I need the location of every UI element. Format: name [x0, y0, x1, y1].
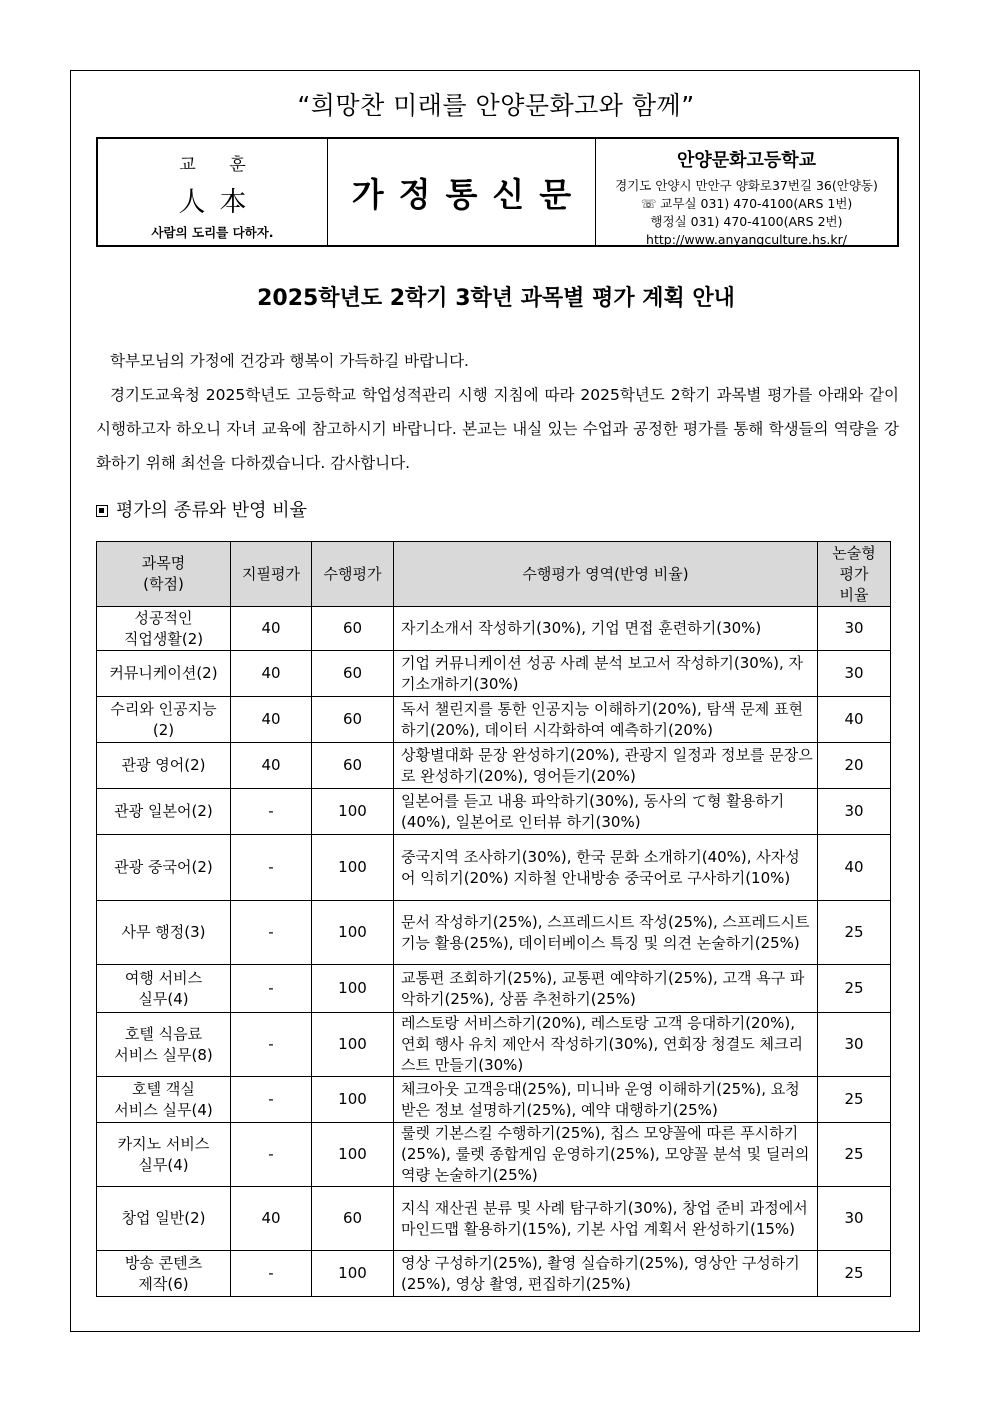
header-subject [97, 542, 231, 607]
cell-performance: 60 [312, 607, 394, 651]
school-website[interactable]: http://www.anyangculture.hs.kr/ [646, 232, 847, 247]
cell-essay: 25 [818, 901, 891, 965]
banner-text: 가정통신문 [351, 174, 587, 214]
table-row [97, 1077, 891, 1123]
cell-area: 중국지역 조사하기(30%), 한국 문화 소개하기(40%), 사자성어 익히기(20%) 지하철 안내방송 중국어로 구사하기(10%) [394, 835, 818, 901]
cell-written: 40 [231, 651, 312, 697]
phone-office: ☏ 교무실 031) 470-4100(ARS 1번) [640, 196, 853, 211]
cell-essay: 30 [818, 789, 891, 835]
school-info [596, 139, 897, 245]
cell-area: 체크아웃 고객응대(25%), 미니바 운영 이해하기(25%), 요청받은 정보 설명하기(25%), 예약 대행하기(25%) [394, 1077, 818, 1123]
header-area: 수행평가 영역(반영 비율) [394, 542, 818, 607]
cell-written: - [231, 1251, 312, 1297]
cell-subject: 관광 영어(2) [97, 743, 231, 789]
cell-subject: 수리와 인공지능 (2) [97, 697, 231, 743]
cell-performance: 60 [312, 697, 394, 743]
header-subject-text: 과목명 (학점) [141, 554, 186, 593]
table-row [97, 965, 891, 1013]
cell-essay: 25 [818, 1077, 891, 1123]
cell-performance: 100 [312, 1251, 394, 1297]
cell-written: 40 [231, 697, 312, 743]
intro-paragraph-1: 학부모님의 가정에 건강과 행복이 가득하길 바랍니다. [110, 352, 469, 370]
cell-subject: 창업 일반(2) [97, 1187, 231, 1251]
header-essay [818, 542, 891, 607]
evaluation-table [96, 541, 891, 1297]
cell-subject: 관광 중국어(2) [97, 835, 231, 901]
cell-subject: 방송 콘텐츠 제작(6) [97, 1251, 231, 1297]
cell-essay: 25 [818, 965, 891, 1013]
table-row [97, 789, 891, 835]
slogan: “희망찬 미래를 안양문화고와 함께” [297, 91, 695, 120]
table-row [97, 607, 891, 651]
cell-written: - [231, 835, 312, 901]
section-title: 평가의 종류와 반영 비율 [116, 500, 308, 521]
document-title: 2025학년도 2학기 3학년 과목별 평가 계획 안내 [257, 286, 735, 311]
intro-paragraph-2: 경기도교육청 2025학년도 고등학교 학업성적관리 시행 지침에 따라 2025학년도 2학기 과목별 평가를 아래와 같이 시행하고자 하오니 자녀 교육에 참고하시기 바랍니다. 본교는 내실 있는 수업과 공정한 평가를 통해 학생들의 역량을 강화하기 위해 최선을 다하겠습니다. 감사합니다. [96, 386, 899, 472]
cell-written: 40 [231, 1187, 312, 1251]
cell-area: 영상 구성하기(25%), 촬영 실습하기(25%), 영상안 구성하기(25%), 영상 촬영, 편집하기(25%) [394, 1251, 818, 1297]
cell-performance: 60 [312, 651, 394, 697]
table-row [97, 651, 891, 697]
cell-written: 40 [231, 607, 312, 651]
cell-area: 상황별대화 문장 완성하기(20%), 관광지 일정과 정보를 문장으로 완성하기(20%), 영어듣기(20%) [394, 743, 818, 789]
cell-written: - [231, 1013, 312, 1077]
cell-essay: 25 [818, 1251, 891, 1297]
cell-area: 레스토랑 서비스하기(20%), 레스토랑 고객 응대하기(20%), 연회 행사 유치 제안서 작성하기(30%), 연회장 청결도 체크리스트 만들기(30%) [394, 1013, 818, 1077]
cell-essay: 30 [818, 651, 891, 697]
header-written: 지필평가 [231, 542, 312, 607]
cell-area: 기업 커뮤니케이션 성공 사례 분석 보고서 작성하기(30%), 자기소개하기(30%) [394, 651, 818, 697]
table-row [97, 835, 891, 901]
cell-essay: 30 [818, 1013, 891, 1077]
square-bullet-icon [96, 505, 108, 517]
cell-subject: 호텔 객실 서비스 실무(4) [97, 1077, 231, 1123]
cell-subject: 관광 일본어(2) [97, 789, 231, 835]
header-performance: 수행평가 [312, 542, 394, 607]
cell-subject: 카지노 서비스 실무(4) [97, 1123, 231, 1187]
cell-area: 문서 작성하기(25%), 스프레드시트 작성(25%), 스프레드시트 기능 활용(25%), 데이터베이스 특징 및 의견 논술하기(25%) [394, 901, 818, 965]
cell-essay: 30 [818, 1187, 891, 1251]
newsletter-banner [328, 139, 596, 245]
cell-essay: 40 [818, 835, 891, 901]
cell-subject: 호텔 식음료 서비스 실무(8) [97, 1013, 231, 1077]
cell-subject: 사무 행정(3) [97, 901, 231, 965]
cell-area: 자기소개서 작성하기(30%), 기업 면접 훈련하기(30%) [394, 607, 818, 651]
motto-sub: 사람의 도리를 다하자. [151, 225, 274, 240]
cell-subject: 성공적인 직업생활(2) [97, 607, 231, 651]
table-body [97, 607, 891, 1297]
cell-area: 룰렛 기본스킬 수행하기(25%), 칩스 모양꼴에 따른 푸시하기(25%), 룰렛 종합게임 운영하기(25%), 모양꼴 분석 및 딜러의 역량 논술하기(25%) [394, 1123, 818, 1187]
cell-performance: 100 [312, 965, 394, 1013]
motto-main: 人本 [178, 187, 261, 218]
cell-performance: 60 [312, 1187, 394, 1251]
table-row [97, 901, 891, 965]
cell-performance: 100 [312, 1077, 394, 1123]
cell-essay: 25 [818, 1123, 891, 1187]
motto-label: 교 훈 [179, 155, 260, 175]
section-heading [96, 496, 307, 522]
cell-subject: 여행 서비스 실무(4) [97, 965, 231, 1013]
table-row [97, 743, 891, 789]
school-address: 경기도 안양시 만안구 양화로37번길 36(안양동) [615, 178, 878, 193]
table-header-row [97, 542, 891, 607]
cell-performance: 100 [312, 1013, 394, 1077]
school-name: 안양문화고등학교 [676, 150, 817, 171]
header-essay-text: 논술형 평가 비율 [832, 543, 876, 604]
cell-area: 독서 챌린지를 통한 인공지능 이해하기(20%), 탐색 문제 표현하기(20%), 데이터 시각화하여 예측하기(20%) [394, 697, 818, 743]
cell-area: 교통편 조회하기(25%), 교통편 예약하기(25%), 고객 욕구 파악하기(25%), 상품 추천하기(25%) [394, 965, 818, 1013]
cell-written: - [231, 789, 312, 835]
cell-area: 일본어를 듣고 내용 파악하기(30%), 동사의 て형 활용하기(40%), 일본어로 인터뷰 하기(30%) [394, 789, 818, 835]
cell-subject: 커뮤니케이션(2) [97, 651, 231, 697]
intro-text [96, 344, 899, 480]
table-row [97, 697, 891, 743]
cell-performance: 100 [312, 789, 394, 835]
cell-performance: 100 [312, 901, 394, 965]
school-motto [98, 139, 328, 245]
table-row [97, 1187, 891, 1251]
phone-admin: 행정실 031) 470-4100(ARS 2번) [650, 214, 843, 229]
table-row [97, 1013, 891, 1077]
newsletter-header [96, 137, 899, 247]
cell-written: - [231, 901, 312, 965]
cell-area: 지식 재산권 분류 및 사례 탐구하기(30%), 창업 준비 과정에서 마인드맵 활용하기(15%), 기본 사업 계획서 완성하기(15%) [394, 1187, 818, 1251]
cell-performance: 100 [312, 835, 394, 901]
cell-written: - [231, 1077, 312, 1123]
cell-written: 40 [231, 743, 312, 789]
cell-performance: 100 [312, 1123, 394, 1187]
table-row [97, 1123, 891, 1187]
cell-essay: 40 [818, 697, 891, 743]
cell-essay: 30 [818, 607, 891, 651]
cell-written: - [231, 965, 312, 1013]
cell-essay: 20 [818, 743, 891, 789]
table-row [97, 1251, 891, 1297]
cell-written: - [231, 1123, 312, 1187]
cell-performance: 60 [312, 743, 394, 789]
